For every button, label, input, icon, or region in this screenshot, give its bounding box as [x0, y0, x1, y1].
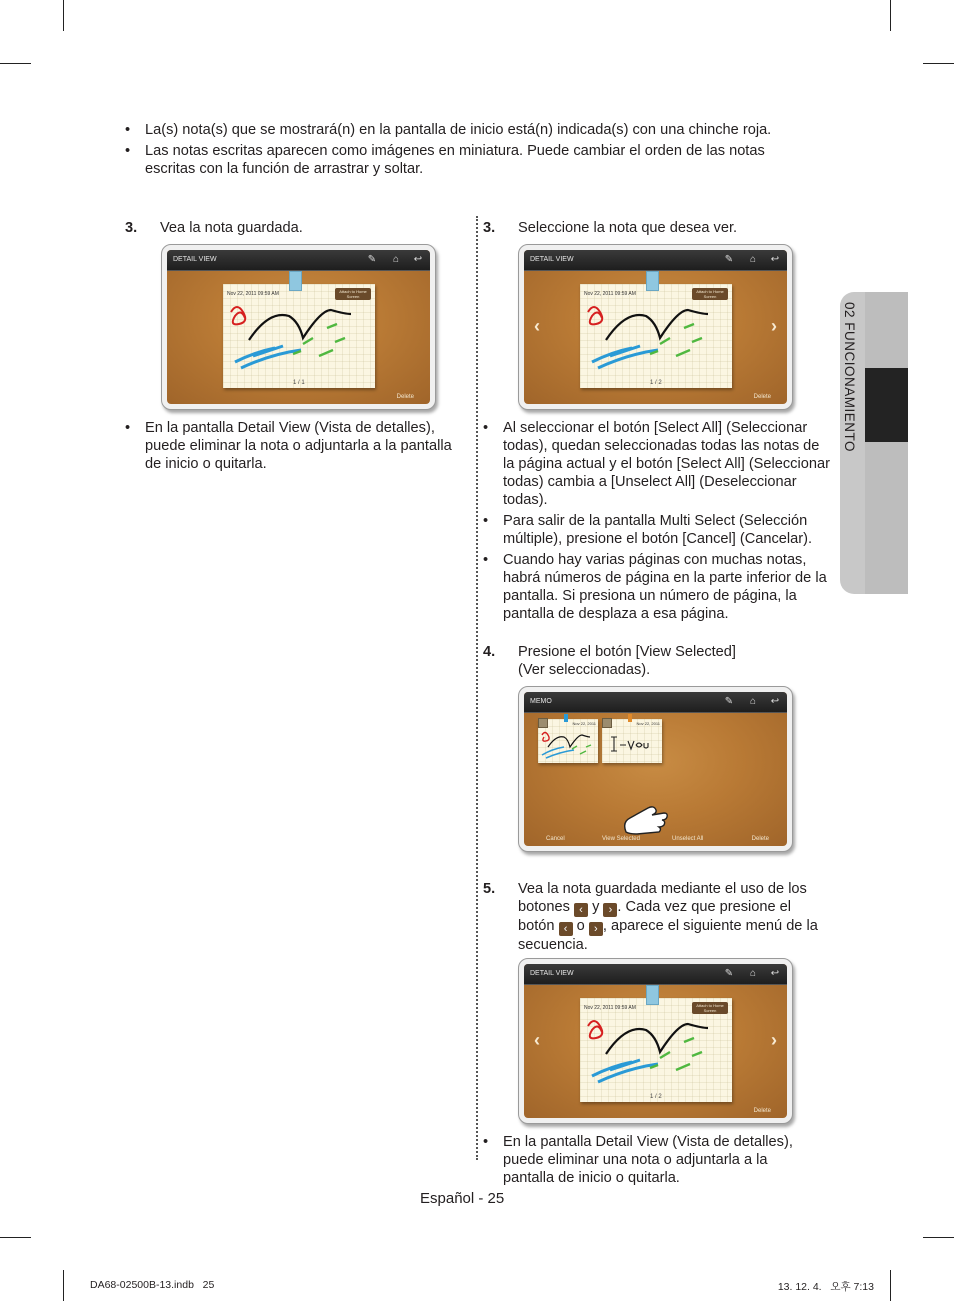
note-date: Nov 22, 2011 09:59 AM [584, 1005, 636, 1011]
previous-arrow-icon: ‹ [574, 903, 588, 917]
file-info: DA68-02500B-13.indb 25 [90, 1279, 215, 1291]
step-number: 3. [125, 220, 138, 236]
memo-note [580, 998, 732, 1102]
note-drawing [580, 1012, 732, 1092]
step-number: 5. [483, 881, 496, 897]
screen-title: DETAIL VIEW [173, 256, 217, 263]
chapter-tab-marker [865, 368, 908, 442]
screen-title: DETAIL VIEW [530, 970, 574, 977]
next-arrow: › [771, 1030, 777, 1050]
pin-icon [289, 271, 302, 291]
back-icon: ↩ [413, 254, 423, 265]
screen-topbar [524, 964, 787, 985]
intro-bullets [121, 121, 811, 181]
screen-topbar [167, 250, 430, 271]
note-date: Nov 22, 2011 09:59 AM [584, 291, 636, 297]
back-icon: ↩ [770, 254, 780, 265]
delete-button: Delete [753, 1108, 771, 1114]
left-bullets [121, 419, 469, 476]
intro-bullet: • Las notas escritas aparecen como imágenes en miniatura. Puede cambiar el orden de las notas escritas con la función de arrastrar y soltar. [121, 142, 811, 178]
step-text [518, 643, 736, 679]
cancel-button: Cancel [546, 836, 565, 842]
step-text [518, 880, 830, 954]
screen-title: DETAIL VIEW [530, 256, 574, 263]
pin-icon [646, 985, 659, 1005]
step-text-fragment: . Cada vez que presione el botón [518, 899, 792, 934]
previous-arrow: ‹ [534, 316, 540, 336]
next-arrow: › [771, 316, 777, 336]
column-divider [476, 216, 478, 1160]
memo-screenshot [518, 686, 793, 852]
page-indicator: 1 / 2 [650, 1094, 662, 1100]
home-icon: ⌂ [749, 696, 757, 707]
home-icon: ⌂ [749, 968, 757, 979]
crop-mark [923, 63, 954, 64]
step-text: Seleccione la nota que desea ver. [518, 220, 738, 236]
back-icon: ↩ [770, 968, 780, 979]
step-number: 3. [483, 220, 496, 236]
step3-bullet: • Al seleccionar el botón [Select All] (Seleccionar todas), quedan seleccionadas todas las notas de la página actual y el botón [Select All] (Seleccionar todas) cambia a [Unselect All] (Deseleccionar todas). [479, 419, 831, 509]
crop-mark [890, 1270, 891, 1301]
edit-icon: ✎ [724, 968, 734, 979]
memo-note [223, 284, 375, 388]
memo-note [580, 284, 732, 388]
hand-pointer-icon [620, 804, 668, 838]
unselect-all-button: Unselect All [672, 836, 704, 842]
step-text-line: (Ver seleccionadas). [518, 662, 651, 678]
step5-bullet: • En la pantalla Detail View (Vista de detalles), puede eliminar una nota o adjuntarla a la pantalla de inicio o quitarla. [479, 1133, 819, 1187]
detail-view-screenshot [161, 244, 436, 410]
back-icon: ↩ [770, 696, 780, 707]
chapter-tab-bar [865, 292, 908, 594]
note-drawing [580, 298, 732, 378]
screen-topbar [524, 692, 787, 713]
delete-button: Delete [396, 394, 414, 400]
previous-arrow: ‹ [534, 1030, 540, 1050]
view-selected-button: View Selected [602, 836, 640, 842]
select-checkbox [602, 718, 612, 728]
note-date: Nov 22, 2011 09:59 AM [227, 291, 279, 297]
detail-view-screenshot [518, 244, 793, 410]
home-icon: ⌂ [749, 254, 757, 265]
attach-home-button: Attach to Home Screen [692, 1002, 728, 1014]
step-text-line: Presione el botón [View Selected] [518, 644, 736, 660]
crop-mark [0, 1237, 31, 1238]
note-date: Nov 22, 2011 [636, 721, 660, 726]
delete-button: Delete [751, 836, 769, 842]
page-indicator: 1 / 1 [293, 380, 305, 386]
step-text-fragment: , aparece el siguiente menú de la secuencia. [518, 918, 818, 953]
edit-icon: ✎ [724, 696, 734, 707]
screen-topbar [524, 250, 787, 271]
attach-home-button: Attach to Home Screen [692, 288, 728, 300]
step-text-fragment: o [576, 918, 585, 934]
edit-icon: ✎ [367, 254, 377, 265]
next-arrow-icon: › [603, 903, 617, 917]
next-arrow-icon: › [589, 922, 603, 936]
note-drawing [602, 727, 662, 761]
crop-mark [890, 0, 891, 31]
page-number: Español - 25 [420, 1190, 505, 1207]
crop-mark [923, 1237, 954, 1238]
delete-button: Delete [753, 394, 771, 400]
crop-mark [63, 1270, 64, 1301]
chapter-label: 02 FUNCIONAMIENTO [842, 302, 857, 453]
note-date: Nov 22, 2011 [572, 721, 596, 726]
step-text-fragment: y [592, 899, 600, 915]
crop-mark [0, 63, 31, 64]
select-checkbox [538, 718, 548, 728]
pin-icon [646, 271, 659, 291]
step-text: Vea la nota guardada. [160, 220, 303, 236]
detail-view-screenshot [518, 958, 793, 1124]
edit-icon: ✎ [724, 254, 734, 265]
note-drawing [538, 727, 598, 761]
step5-bullets [479, 1133, 819, 1190]
home-icon: ⌂ [392, 254, 400, 265]
pin-icon [564, 714, 568, 722]
left-bullet: • En la pantalla Detail View (Vista de detalles), puede eliminar la nota o adjuntarla a la pantalla de inicio o quitarla. [121, 419, 469, 473]
attach-home-button: Attach to Home Screen [335, 288, 371, 300]
step-text-fragment: Vea la nota guardada mediante el uso de los botones [518, 881, 807, 915]
step-number: 4. [483, 644, 496, 660]
step3-bullets [479, 419, 831, 626]
step3-bullet: • Para salir de la pantalla Multi Select (Selección múltiple), presione el botón [Cancel] (Cancelar). [479, 512, 831, 548]
intro-bullet: • La(s) nota(s) que se mostrará(n) en la pantalla de inicio está(n) indicada(s) con una chinche roja. [121, 121, 811, 139]
note-drawing [223, 298, 375, 378]
pin-icon [628, 714, 632, 722]
step3-bullet: • Cuando hay varias páginas con muchas notas, habrá números de página en la parte inferior de la pantalla. Si presiona un número de página, la pantalla de desplaza a esa página. [479, 551, 831, 623]
screen-title: MEMO [530, 698, 552, 705]
print-date: 13. 12. 4. 오후 7:13 [777, 1281, 874, 1293]
previous-arrow-icon: ‹ [559, 922, 573, 936]
page-indicator: 1 / 2 [650, 380, 662, 386]
crop-mark [63, 0, 64, 31]
